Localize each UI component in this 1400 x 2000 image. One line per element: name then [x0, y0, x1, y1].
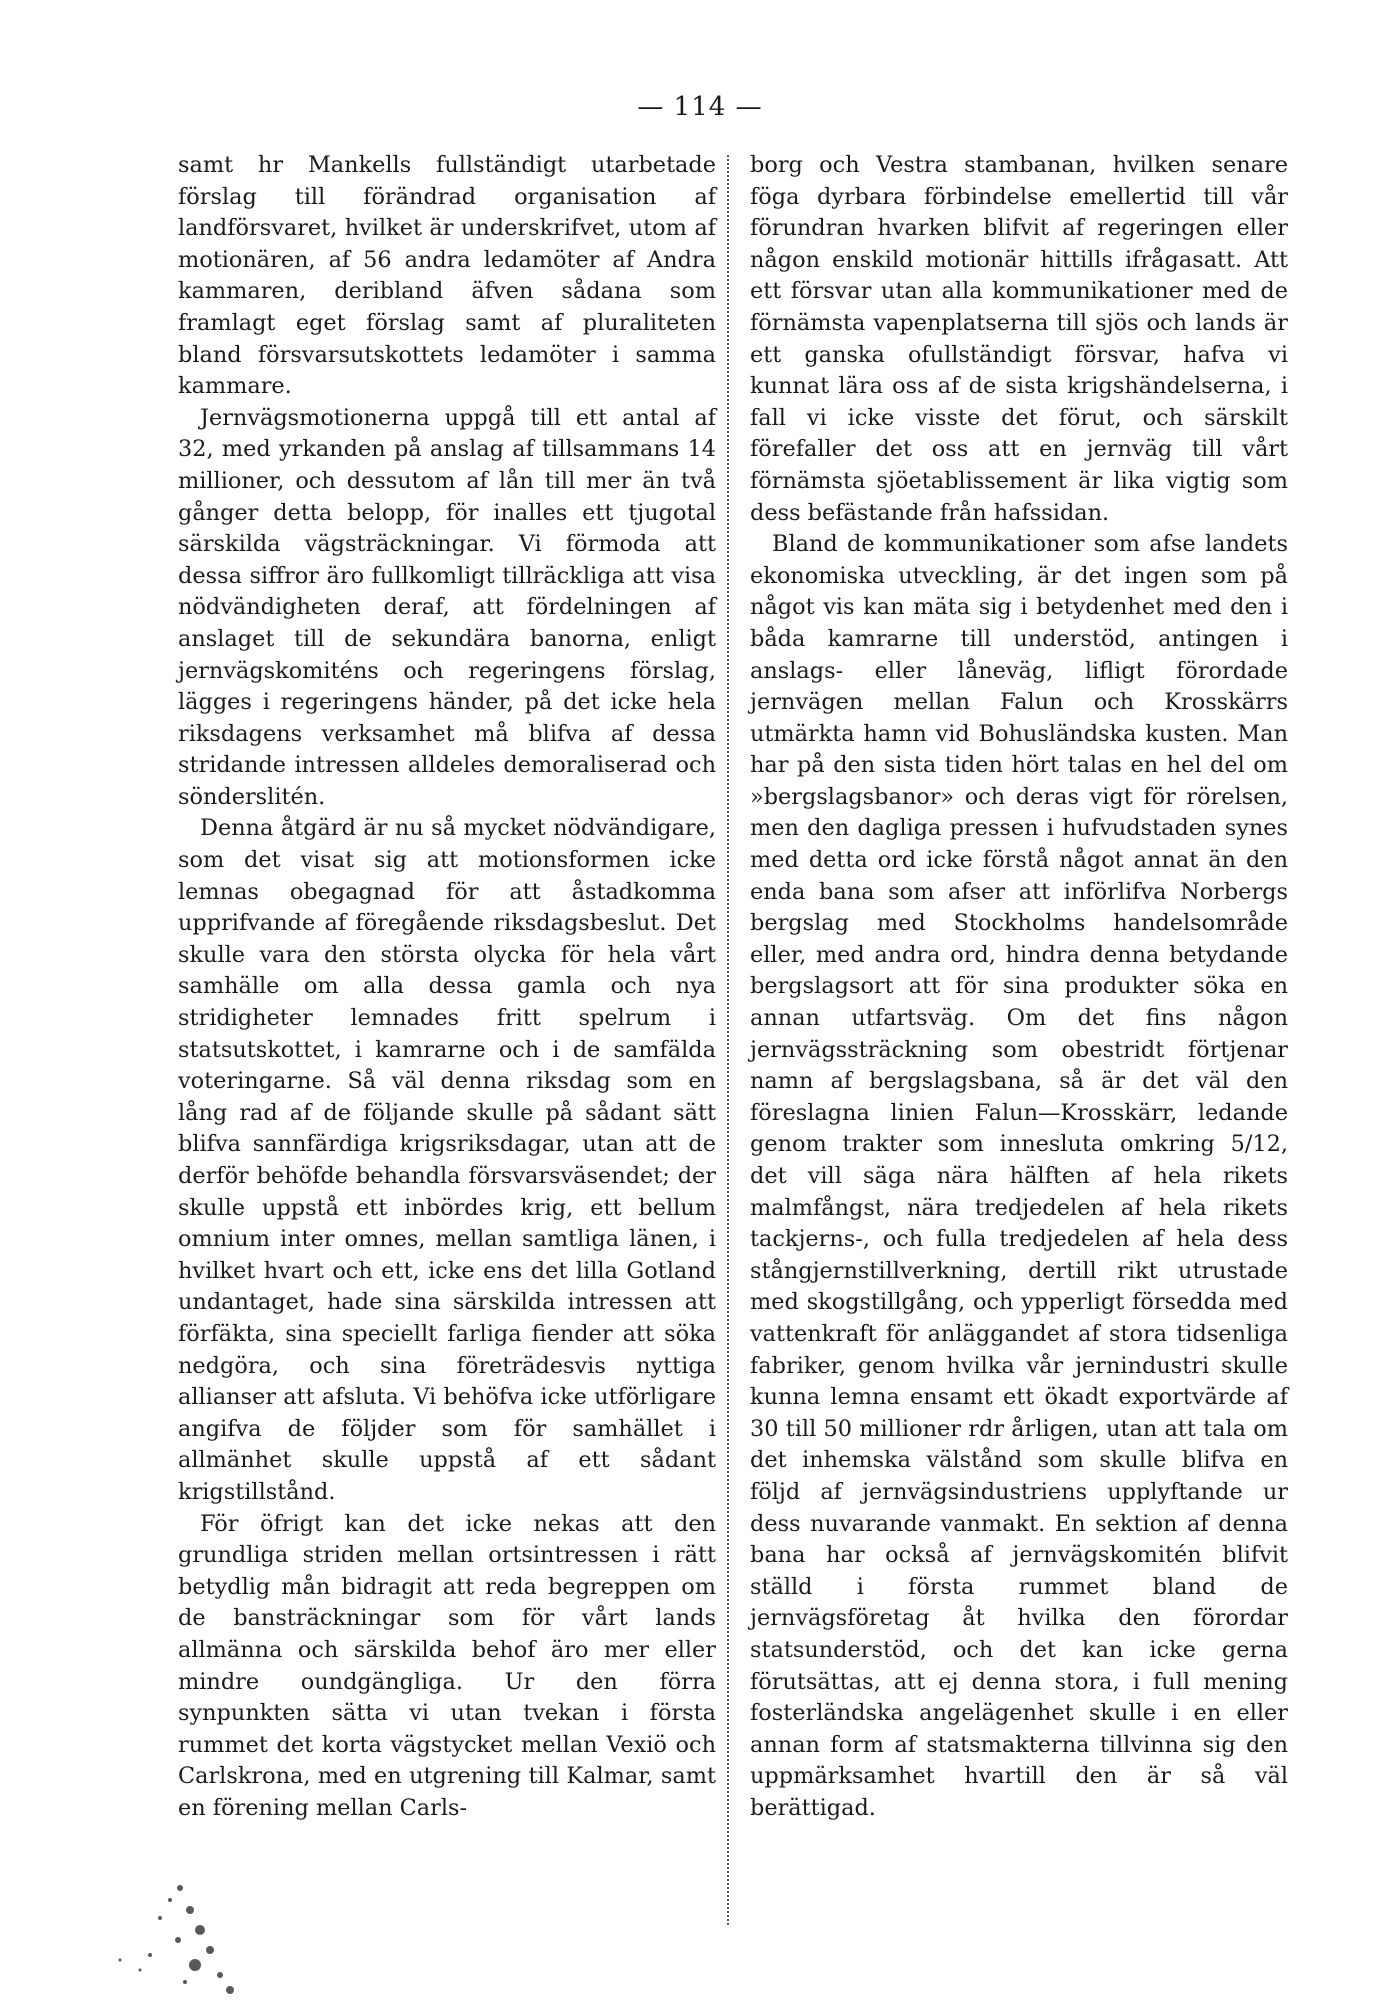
right-paragraph-1: borg och Vestra stambanan, hvilken senare föga dyrbara förbindelse emellertid till vår förundran hvarken blifvit af regeringen eller någon enskild motionär hittills ifrågasatt. Att ett försvar utan alla kommunikationer med de förnämsta vapenplatserna till sjös och lands är ett ganska ofullständigt försvar, hafva vi kunnat lära oss af de sista krigshändelserna, i fall vi icke visste det förut, och särskilt förefaller det oss att en jernväg till vårt förnämsta sjöetablissement är lika vigtig som dess befästande från hafssidan. — [750, 152, 1288, 526]
left-paragraph-1: samt hr Mankells fullständigt utarbetade förslag till förändrad organisation af landförsvaret, hvilket är underskrifvet, utom af motionären, af 56 andra ledamöter af Andra kammaren, deribland äfven sådana som framlagt eget förslag samt af pluraliteten bland försvarsutskottets ledamöter i samma kammare. — [178, 152, 716, 400]
column-divider — [727, 155, 729, 1925]
left-paragraph-3: Denna åtgärd är nu så mycket nödvändigare, som det visat sig att motionsformen icke lemnas obegagnad för att åstadkomma upprifvande af föregående riksdagsbeslut. Det skulle vara den största olycka för hela vårt samhälle om alla dessa gamla och nya stridigheter lemnades fritt spelrum i statsutskottet, i kamrarne och i de samfälda voteringarne. Så väl denna riksdag som en lång rad af de följande skulle på sådant sätt blifva sannfärdiga krigsriksdagar, utan att de derför behöfde behandla försvarsväsendet; der skulle uppstå ett inbördes krig, ett bellum omnium inter omnes, mellan samtliga länen, i hvilket hvart och ett, icke ens det lilla Gotland undantaget, hade sina särskilda intressen att förfäkta, sina speciellt farliga fiender att söka nedgöra, och sina företrädesvis nyttiga allianser att afsluta. Vi behöfva icke utförligare angifva de följder som för samhället i allmänhet skulle uppstå af ett sådant krigstillstånd. — [178, 815, 716, 1505]
left-column — [178, 150, 716, 1824]
right-paragraph-2: Bland de kommunikationer som afse landets ekonomiska utveckling, är det ingen som på något vis kan mäta sig i betydenhet med den i båda kamrarne till understöd, antingen i anslags- eller låneväg, lifligt förordade jernvägen mellan Falun och Krosskärrs utmärkta hamn vid Bohusländska kusten. Man har på den sista tiden hört talas en hel del om »bergslagsbanor» och deras vigt för rörelsen, men den dagliga pressen i hufvudstaden synes med detta ord icke förstå något annat än den enda bana som afser att införlifva Norbergs bergslag med Stockholms handelsområde eller, med andra ord, hindra denna betydande bergslagsort att för sina produkter söka en annan utfartsväg. Om det fins någon jernvägssträckning som obestridt förtjenar namn af bergslagsbana, så är det väl den föreslagna linien Falun—Krosskärr, ledande genom trakter som innesluta omkring 5/12, det vill säga nära hälften af hela rikets malmfångst, nära tredjedelen af hela rikets tackjerns-, och fulla tredjedelen af hela dess stångjernstillverkning, dertill rikt utrustade med skogstillgång, och ypperligt försedda med vattenkraft för anläggandet af stora tidsenliga fabriker, genom hvilka vår jernindustri skulle kunna lemna ensamt ett ökadt exportvärde af 30 till 50 millioner rdr årligen, utan att tala om det inhemska välstånd som skulle blifva en följd af jernvägsindustriens upplyftande ur dess nuvarande vanmakt. En sektion af denna bana har också af jernvägskomitén blifvit ställd i första rummet bland de jernvägsföretag åt hvilka den förordar statsunderstöd, och det kan icke gerna förutsättas, att ej denna stora, i full mening fosterländska angelägenhet skulle i en eller annan form af statsmakterna tillvinna sig den uppmärksamhet hvartill den är så väl berättigad. — [750, 531, 1288, 1821]
left-paragraph-4: För öfrigt kan det icke nekas att den grundliga striden mellan ortsintressen i rätt betydlig mån bidragit att reda begreppen om de bansträckningar som för vårt lands allmänna och särskilda behof äro mer eller mindre oundgängliga. Ur den förra synpunkten sätta vi utan tvekan i första rummet det korta vägstycket mellan Vexiö och Carlskrona, med en utgrening till Kalmar, samt en förening mellan Carls- — [178, 1510, 716, 1821]
left-paragraph-2: Jernvägsmotionerna uppgå till ett antal af 32, med yrkanden på anslag af tillsammans 14 millioner, och dessutom af lån till mer än två gånger detta belopp, för inalles ett tjugotal särskilda vägsträckningar. Vi förmoda att dessa siffror äro fullkomligt tillräckliga att visa nödvändigheten deraf, att fördelningen af anslaget till de sekundära banorna, enligt jernvägskomiténs och regeringens förslag, lägges i regeringens händer, på det icke hela riksdagens verksamhet må blifva af dessa stridande intressen alldeles demoraliserad och sönderslitén. — [178, 404, 716, 810]
ink-smudge-decoration — [60, 1870, 240, 2000]
page-number: — 114 — — [637, 92, 763, 122]
right-column — [750, 150, 1288, 1824]
